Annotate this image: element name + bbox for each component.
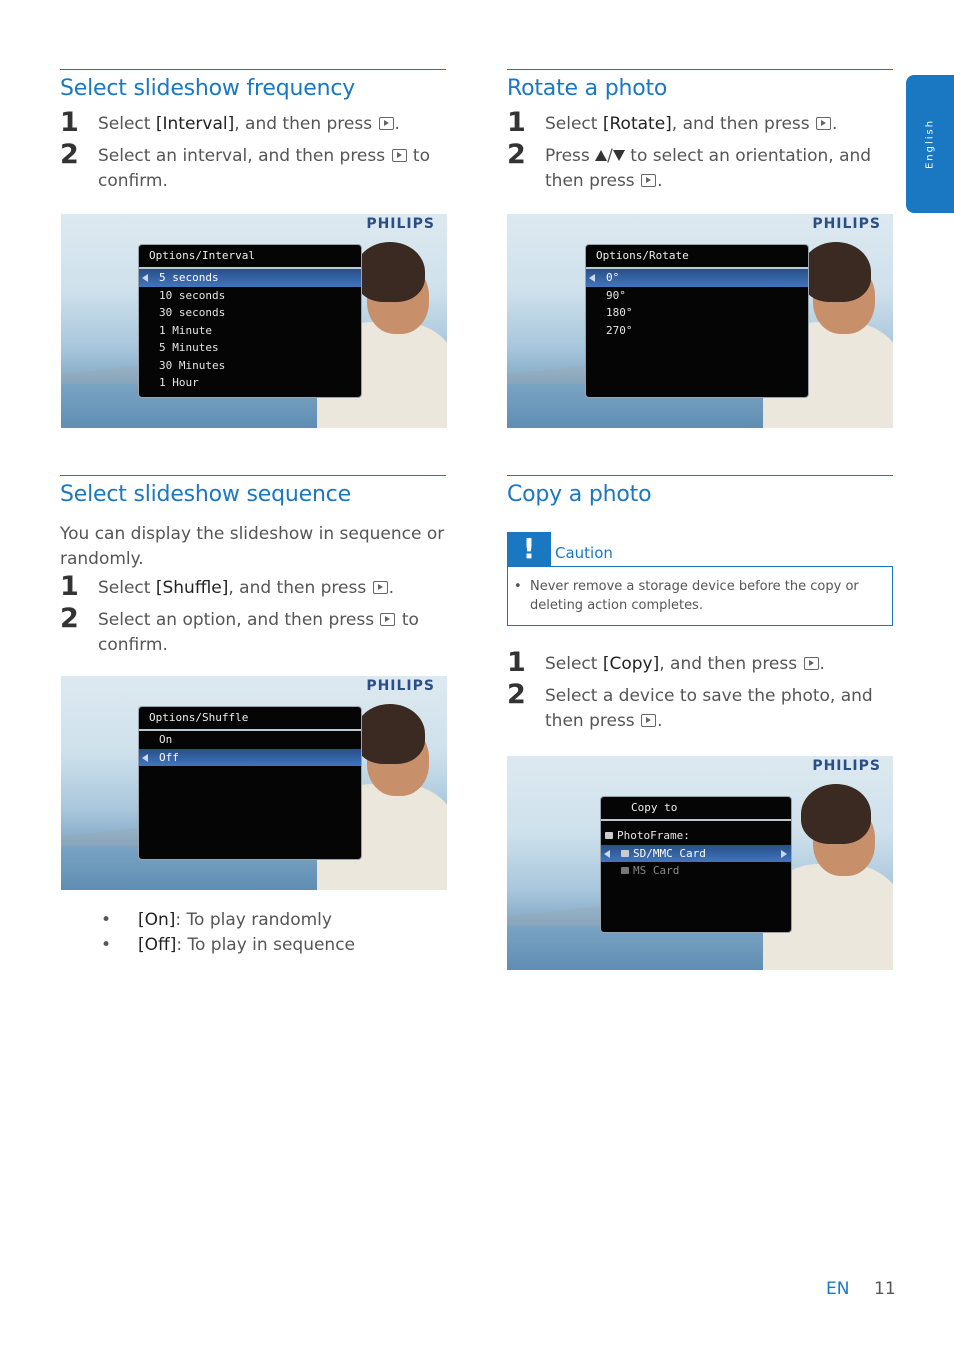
- ok-button-icon: [373, 581, 388, 594]
- section-intro: You can display the slideshow in sequence or randomly.: [60, 524, 445, 569]
- list-item: • [On]: To play randomly: [61, 908, 447, 933]
- caution-text: Never remove a storage device before the copy or deleting action completes.: [530, 579, 859, 613]
- step-number: 1: [507, 107, 526, 138]
- ok-button-icon: [641, 714, 656, 727]
- osd-option[interactable]: 5 Minutes: [159, 341, 219, 354]
- osd-option[interactable]: MS Card: [601, 862, 791, 880]
- osd-option[interactable]: 30 seconds: [159, 306, 226, 319]
- menu-option-name: [Shuffle]: [155, 578, 229, 598]
- osd-option[interactable]: 5 seconds: [139, 269, 361, 287]
- footer-language: EN: [826, 1279, 850, 1299]
- philips-logo: PHILIPS: [812, 758, 881, 774]
- step-1: 1 Select [Shuffle], and then press .: [60, 571, 395, 602]
- screenshot-rotate-menu: [507, 214, 893, 428]
- section-copy-photo: [507, 475, 893, 741]
- osd-menu: [585, 244, 809, 398]
- ok-button-icon: [392, 149, 407, 162]
- menu-option-name: [Copy]: [602, 654, 660, 674]
- step-number: 2: [507, 139, 526, 170]
- right-arrow-icon: [781, 850, 787, 858]
- photoframe-icon: [605, 832, 613, 839]
- caution-box: [507, 566, 893, 626]
- osd-option[interactable]: 10 seconds: [159, 288, 226, 302]
- ok-button-icon: [641, 174, 656, 187]
- osd-menu-title: Options/Shuffle: [139, 707, 361, 731]
- shuffle-options-list: [61, 908, 447, 958]
- screenshot-shuffle-menu: [61, 676, 447, 890]
- osd-menu-title: Options/Interval: [139, 245, 361, 269]
- osd-menu-title: Options/Rotate: [586, 245, 808, 269]
- step-number: 1: [60, 107, 79, 138]
- section-rule: [507, 475, 893, 476]
- osd-option[interactable]: SD/MMC Card: [601, 845, 791, 863]
- osd-menu: [138, 244, 362, 398]
- section-title: Select slideshow frequency: [60, 76, 356, 101]
- sd-card-icon: [621, 850, 629, 857]
- section-rule: [60, 475, 446, 476]
- philips-logo: PHILIPS: [366, 678, 435, 694]
- ok-button-icon: [380, 613, 395, 626]
- caution-header: [507, 532, 893, 566]
- step-1: 1 Select [Interval], and then press .: [60, 107, 400, 138]
- step-2: 2 Select an interval, and then press to confirm.: [60, 139, 430, 191]
- step-1: 1 Select [Copy], and then press .: [507, 647, 825, 678]
- osd-option[interactable]: PhotoFrame:: [601, 827, 791, 845]
- screenshot-interval-menu: [61, 214, 447, 428]
- osd-option[interactable]: 0°: [586, 269, 808, 287]
- down-arrow-icon: [613, 150, 625, 161]
- osd-option[interactable]: Off: [139, 749, 361, 767]
- section-rule: [507, 69, 893, 70]
- osd-option[interactable]: On: [159, 733, 173, 746]
- up-arrow-icon: [595, 150, 607, 161]
- osd-menu: [138, 706, 362, 860]
- osd-option[interactable]: 1 Hour: [159, 376, 199, 389]
- exclamation-icon: !: [507, 532, 551, 566]
- step-number: 2: [507, 679, 526, 710]
- section-rule: [60, 69, 446, 70]
- step-2: 2 Select a device to save the photo, and then press .: [507, 679, 873, 731]
- section-title: Rotate a photo: [507, 76, 668, 101]
- page-number: 11: [874, 1279, 896, 1299]
- section-title: Select slideshow sequence: [60, 482, 351, 507]
- ok-button-icon: [816, 117, 831, 130]
- screenshot-copy-menu: [507, 756, 893, 970]
- osd-option[interactable]: 90°: [606, 288, 626, 302]
- philips-logo: PHILIPS: [366, 216, 435, 232]
- menu-option-name: [Interval]: [155, 114, 235, 134]
- section-rotate-photo: [507, 69, 893, 201]
- osd-option[interactable]: 1 Minute: [159, 323, 212, 337]
- section-title: Copy a photo: [507, 482, 652, 507]
- section-slideshow-frequency: [60, 69, 446, 201]
- ok-button-icon: [804, 657, 819, 670]
- section-slideshow-sequence: [60, 475, 446, 665]
- step-number: 2: [60, 139, 79, 170]
- list-item: • [Off]: To play in sequence: [61, 933, 447, 958]
- step-2: 2 Select an option, and then press to confirm.: [60, 603, 419, 655]
- ms-card-icon: [621, 867, 629, 874]
- caution-label: Caution: [555, 544, 613, 562]
- osd-menu-title: Copy to: [601, 797, 791, 821]
- menu-option-name: [Rotate]: [602, 114, 672, 134]
- language-tab-label: English: [924, 118, 936, 170]
- step-number: 2: [60, 603, 79, 634]
- language-tab: [906, 75, 954, 213]
- step-number: 1: [507, 647, 526, 678]
- step-2: 2 Press / to select an orientation, and then press .: [507, 139, 872, 191]
- step-1: 1 Select [Rotate], and then press .: [507, 107, 838, 138]
- osd-option[interactable]: 30 Minutes: [159, 358, 226, 372]
- osd-option[interactable]: 270°: [606, 323, 633, 337]
- osd-option[interactable]: 180°: [606, 306, 633, 319]
- philips-logo: PHILIPS: [812, 216, 881, 232]
- ok-button-icon: [379, 117, 394, 130]
- osd-menu: [600, 796, 792, 933]
- step-number: 1: [60, 571, 79, 602]
